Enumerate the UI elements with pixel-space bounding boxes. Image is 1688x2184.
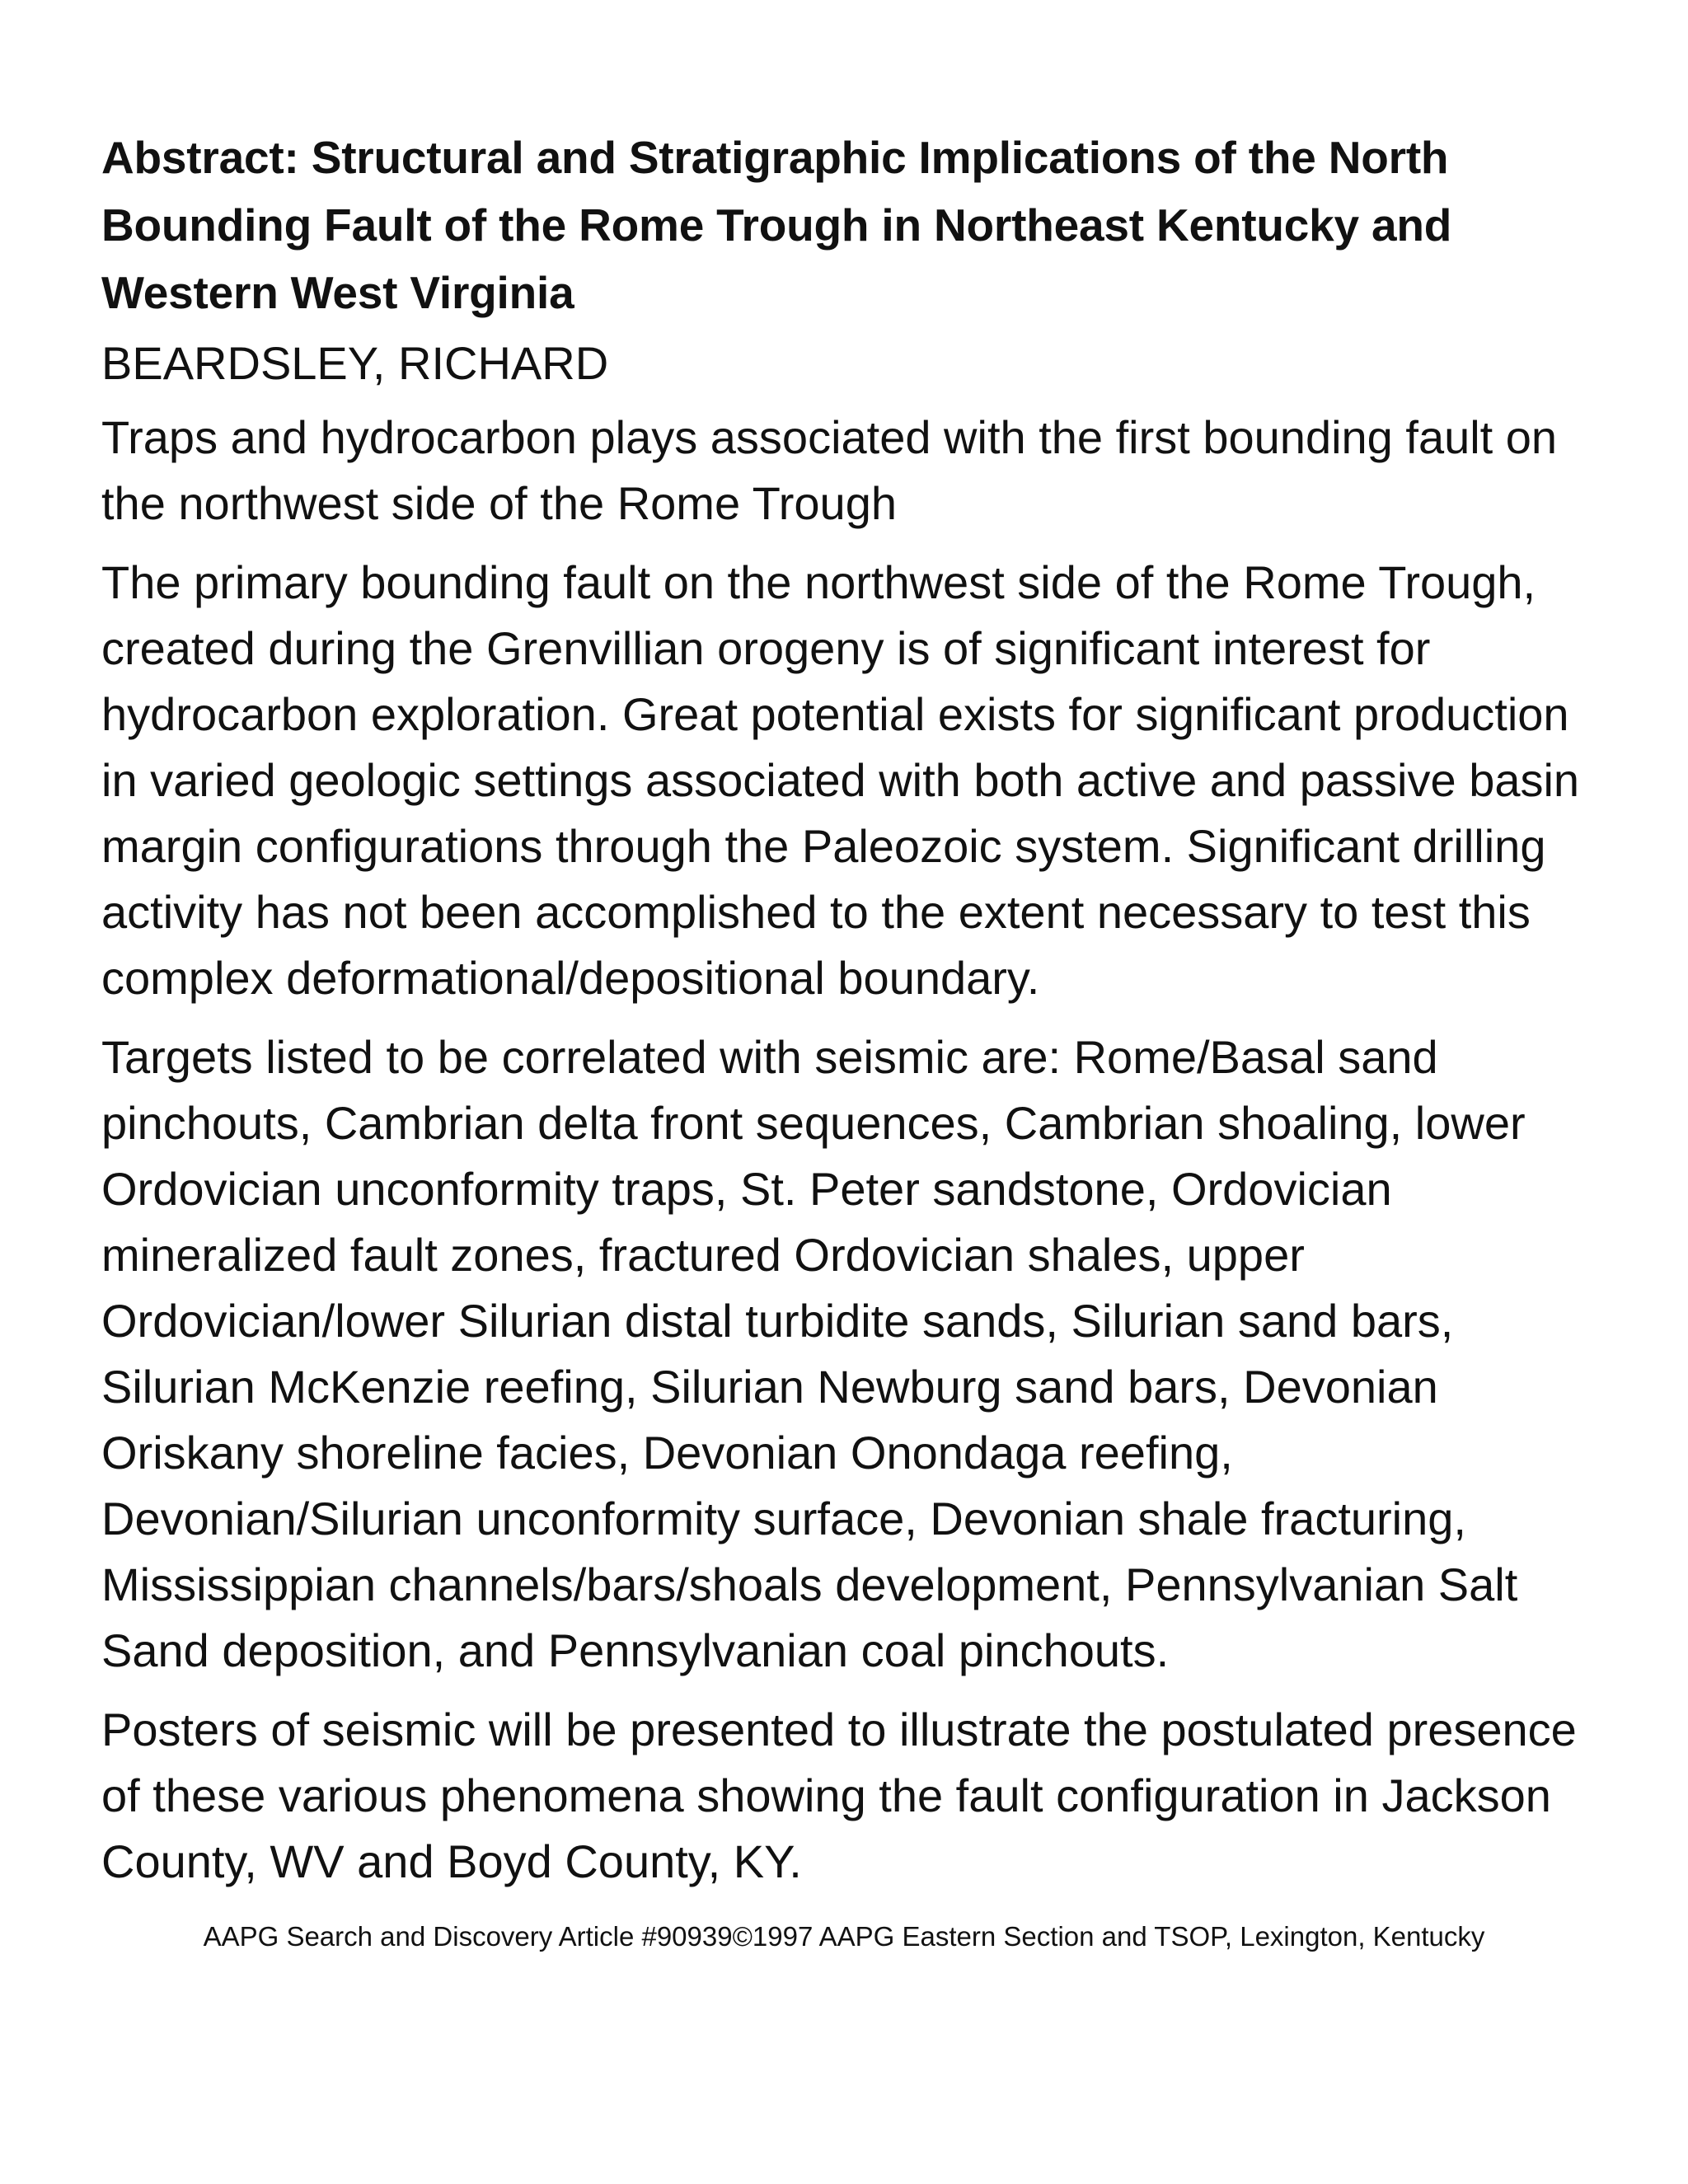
document-body bbox=[101, 124, 1601, 1908]
author-name: BEARDSLEY, RICHARD bbox=[101, 337, 609, 389]
abstract-paragraph-2: Targets listed to be correlated with seismic are: Rome/Basal sand pinchouts, Cambrian delta front sequences, Cambrian shoaling, lower Ordovician unconformity traps, St. Peter sandstone, Ordovician mineralized fault zones, fractured Ordovician shales, upper Ordovician/lower Silurian distal turbidite sands, Silurian sand bars, Silurian McKenzie reefing, Silurian Newburg sand bars, Devonian Oriskany shoreline facies, Devonian Onondaga reefing, Devonian/Silurian unconformity surface, Devonian shale fracturing, Mississippian channels/bars/shoals development, Pennsylvanian Salt Sand deposition, and Pennsylvanian coal pinchouts. bbox=[101, 1031, 1526, 1676]
abstract-paragraph-1: The primary bounding fault on the northwest side of the Rome Trough, created during the Grenvillian orogeny is of significant interest for hydrocarbon exploration. Great potential exists for significant production in varied geologic settings associated with both active and passive basin margin configurations through the Paleozoic system. Significant drilling activity has not been accomplished to the extent necessary to test this complex deformational/depositional boundary. bbox=[101, 556, 1580, 1004]
abstract-paragraph-3: Posters of seismic will be presented to illustrate the postulated presence of these various phenomena showing the fault configuration in Jackson County, WV and Boyd County, KY. bbox=[101, 1704, 1577, 1887]
page-footer: AAPG Search and Discovery Article #90939©1997 AAPG Eastern Section and TSOP, Lexington, Kentucky bbox=[203, 1921, 1485, 1952]
abstract-subtitle: Traps and hydrocarbon plays associated with the first bounding fault on the northwest side of the Rome Trough bbox=[101, 411, 1558, 529]
page-title: Abstract: Structural and Stratigraphic Implications of the North Bounding Fault of the Rome Trough in Northeast Kentucky and Western West Virginia bbox=[101, 132, 1452, 318]
